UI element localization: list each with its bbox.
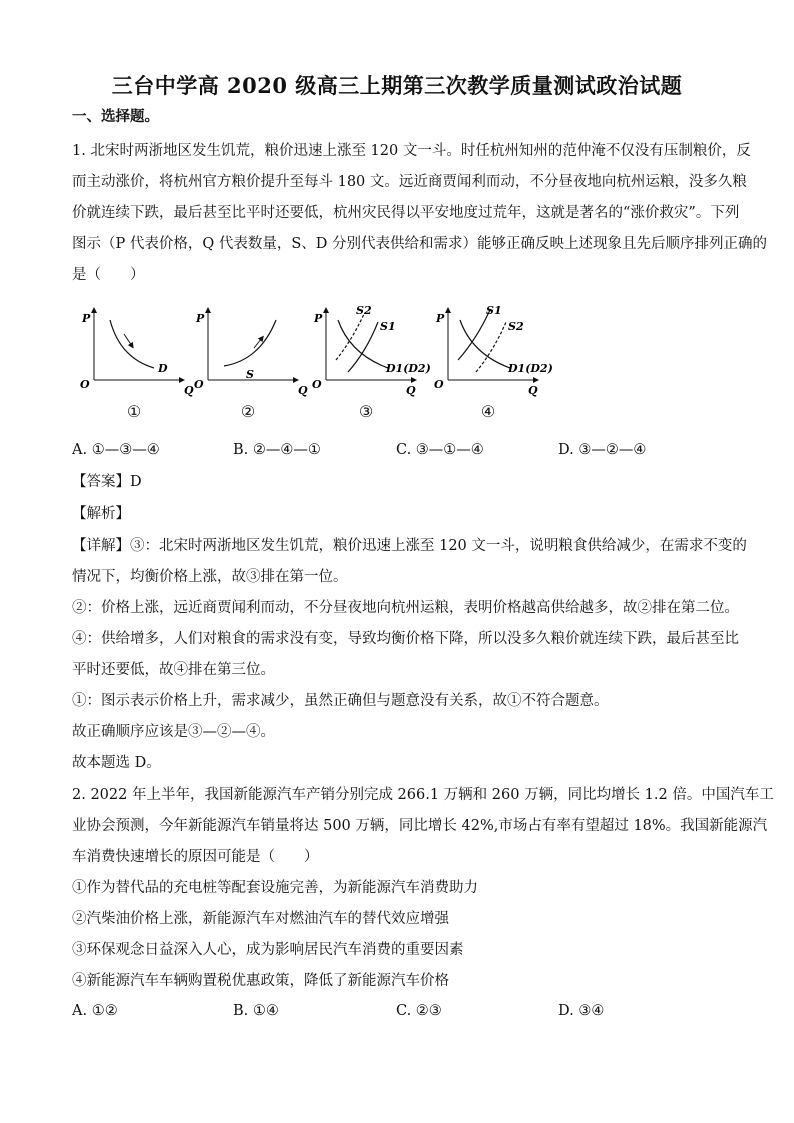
- detail-line: 故本题选 D。: [72, 755, 161, 771]
- q1-line: 1. 北宋时两浙地区发生饥荒，粮价迅速上涨至 120 文一斗。时任杭州知州的范仲淹不仅没有压制粮价，反: [72, 143, 751, 159]
- option-a[interactable]: A. ①—③—④: [72, 442, 160, 458]
- q2-statement: ②汽柴油价格上涨，新能源汽车对燃油汽车的替代效应增强: [72, 911, 449, 927]
- graph-2: [188, 300, 308, 430]
- q2-statement: ③环保观念日益深入人心，成为影响居民汽车消费的重要因素: [72, 942, 464, 958]
- detail-line: ①：图示表示价格上升，需求减少，虽然正确但与题意没有关系，故①不符合题意。: [72, 693, 609, 709]
- curve-label-d: D1(D2): [508, 362, 553, 375]
- graph-number: ③: [358, 402, 374, 421]
- curve-label-s1: S1: [380, 320, 396, 333]
- graph-number: ④: [480, 402, 496, 421]
- curve-label-d: D1(D2): [386, 362, 431, 375]
- p-axis-label: P: [314, 312, 323, 325]
- q1-line: 图示（P 代表价格，Q 代表数量，S、D 分别代表供给和需求）能够正确反映上述现象且先后顺序排列正确的: [72, 236, 768, 252]
- answer-line: 【答案】D: [72, 474, 142, 490]
- section-heading: 一、选择题。: [72, 108, 159, 125]
- q-axis-label: Q: [528, 384, 538, 397]
- q-axis-label: Q: [184, 384, 194, 397]
- demand-curve: [110, 320, 154, 368]
- direction-arrow: [124, 334, 132, 346]
- supply-curve-s2: [336, 314, 364, 360]
- detail-line: 平时还要低，故④排在第三位。: [72, 662, 275, 678]
- option-a[interactable]: A. ①②: [72, 1003, 118, 1019]
- q2-line: 业协会预测，今年新能源汽车销量将达 500 万辆，同比增长 42%,市场占有率有望超过 18%。我国新能源汽: [72, 818, 768, 834]
- q2-line: 车消费快速增长的原因可能是（ ）: [72, 849, 319, 865]
- graph-2-svg: [188, 300, 308, 400]
- origin-label: O: [80, 378, 90, 391]
- option-c[interactable]: C. ②③: [396, 1003, 442, 1019]
- curve-label-d: D: [158, 362, 168, 375]
- origin-label: O: [194, 378, 204, 391]
- q1-line: 是（ ）: [72, 267, 145, 283]
- curve-label-s2: S2: [356, 304, 372, 317]
- option-c[interactable]: C. ③—①—④: [396, 442, 484, 458]
- p-axis-label: P: [436, 312, 445, 325]
- option-d[interactable]: D. ③④: [558, 1003, 605, 1019]
- graph-4: [428, 300, 553, 430]
- q2-options: [72, 1003, 732, 1023]
- q2-statement: ④新能源汽车车辆购置税优惠政策，降低了新能源汽车价格: [72, 973, 449, 989]
- q1-options: [72, 442, 732, 462]
- option-b[interactable]: B. ①④: [233, 1003, 279, 1019]
- graph-1-svg: [74, 300, 194, 400]
- q-axis-label: Q: [406, 384, 416, 397]
- detail-line: ④：供给增多，人们对粮食的需求没有变，导致均衡价格下降，所以没多久粮价就连续下跌，最后甚至比: [72, 631, 739, 647]
- detail-line: ②：价格上涨，远近商贾闻利而动，不分昼夜地向杭州运粮，表明价格越高供给越多，故②排在第二位。: [72, 600, 739, 616]
- option-b[interactable]: B. ②—④—①: [233, 442, 321, 458]
- supply-curve: [224, 320, 276, 366]
- p-axis-label: P: [196, 312, 205, 325]
- curve-label-s2: S2: [508, 320, 524, 333]
- q1-line: 而主动涨价，将杭州官方粮价提升至每斗 180 文。远近商贾闻利而动，不分昼夜地向杭州运粮，没多久粮: [72, 174, 747, 190]
- analysis-label: 【解析】: [72, 506, 130, 522]
- supply-curve-s1: [458, 310, 490, 360]
- p-axis-label: P: [82, 312, 91, 325]
- q2-line: 2. 2022 年上半年，我国新能源汽车产销分别完成 266.1 万辆和 260 万辆，同比均增长 1.2 倍。中国汽车工: [72, 787, 774, 803]
- graph-4-svg: [428, 300, 553, 400]
- graph-1: [74, 300, 194, 430]
- graph-3: [306, 300, 431, 430]
- q2-statement: ①作为替代品的充电桩等配套设施完善，为新能源汽车消费助力: [72, 880, 478, 896]
- option-d[interactable]: D. ③—②—④: [558, 442, 647, 458]
- graph-number: ②: [240, 402, 256, 421]
- detail-line: 情况下，均衡价格上涨，故③排在第一位。: [72, 569, 348, 585]
- q-axis-label: Q: [298, 384, 308, 397]
- graph-number: ①: [126, 402, 142, 421]
- detail-line: 故正确顺序应该是③—②—④。: [72, 724, 275, 740]
- curve-label-s: S: [246, 368, 254, 381]
- detail-line: 【详解】③：北宋时两浙地区发生饥荒，粮价迅速上涨至 120 文一斗，说明粮食供给减少，在需求不变的: [72, 538, 747, 554]
- demand-curve: [460, 320, 510, 368]
- graph-3-svg: [306, 300, 431, 400]
- page-title: 三台中学高 2020 级高三上期第三次教学质量测试政治试题: [111, 73, 683, 98]
- origin-label: O: [312, 378, 322, 391]
- q1-line: 价就连续下跌，最后甚至比平时还要低，杭州灾民得以平安地度过荒年，这就是著名的“涨价救灾”。下列: [72, 205, 740, 221]
- curve-label-s1: S1: [486, 304, 502, 317]
- supply-curve-s1: [348, 322, 378, 372]
- origin-label: O: [434, 378, 444, 391]
